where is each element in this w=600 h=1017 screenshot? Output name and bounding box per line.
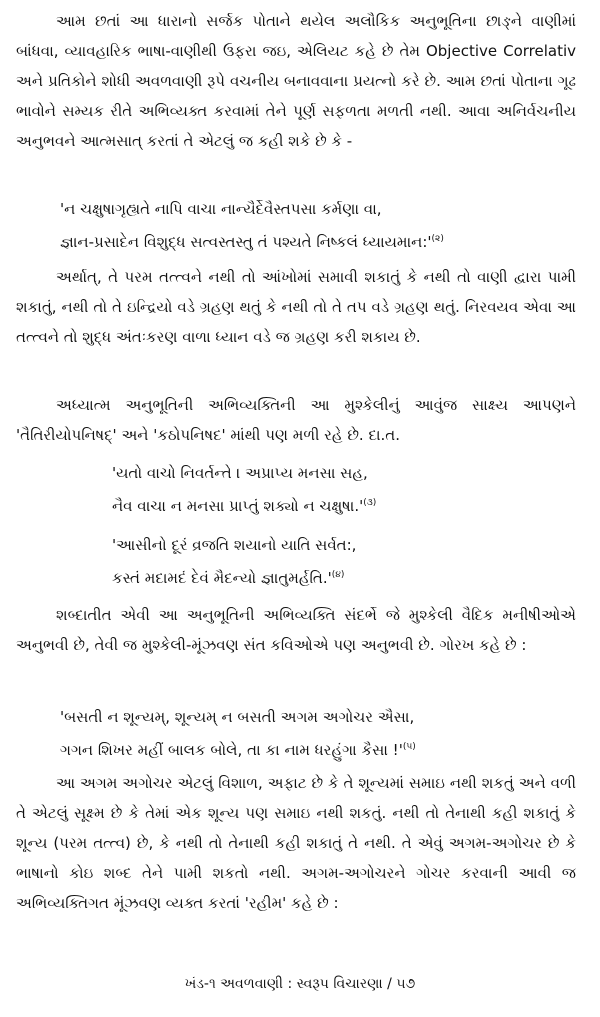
paragraph-5: આ અગમ અગોચર એટલું વિશાળ, અફાટ છે કે તે શૂન્યમાં સમાઇ નથી શકતું અને વળી તે એટલું સૂક્ષ્મ છે કે તેમાં એક શૂન્ય પણ સમાઇ નથી શકતું. નથી તો તેનાથી કહી શકાતું કે શૂન્ય (પરમ તત્ત્વ) છે, કે નથી તો તેનાથી કહી શકાતું તે નથી. તે એવું અગમ-અગોચર છે કે ભાષાનો કોઇ શબ્દ તેને પામી શકતો નથી. અગમ-અગોચરને ગોચર કરવાની આવી જ અભિવ્યક્તિગત મૂંઝવણ વ્યક્ત કરતાં 'રહીમ' કહે છે : [16, 774, 576, 912]
paragraph-4: શબ્દાતીત એવી આ અનુભૂતિની અભિવ્યક્તિ સંદર્ભે જે મુશ્કેલી વૈદિક મનીષીઓએ અનુભવી છે, તેવી જ મુશ્કેલી-મૂંઝવણ સંત કવિઓએ પણ અનુભવી છે. ગોરખ કહે છે : [16, 606, 576, 654]
quote-block-mundaka [16, 194, 444, 257]
quote-line: 'યતો વાચો નિવર્તન્તે । અપ્રાપ્ય મનસા સહ, [112, 464, 368, 482]
footnote-ref: (૩) [363, 498, 377, 508]
quote-text: જ્ઞાન-પ્રસાદેન વિશુદ્ધ સત્વસ્તસ્તુ તં પશ્યતે નિષ્કલં ધ્યાયમાન:' [60, 233, 432, 251]
quote-text: ગગન શિખર મહીં બાલક બોલે, તા કા નામ ધરહુંગા કૈસા !' [60, 741, 403, 759]
paragraph-1: આમ છતાં આ ધારાનો સર્જક પોતાને થયેલ અલૌકિક અનુભૂતિના છાઙ્ને વાણીમાં બાંધવા, વ્યાવહારિક ભાષા-વાણીથી ઉફરા જઇ, એલિયટ કહે છે તેમ Objective Correlativ અને પ્રતિકોને શોધી અવળવાણી રૂપે વચનીય બનાવવાના પ્રયત્નો કરે છે. આમ છતાં પોતાના ગૂઢ ભાવોને સમ્યક રીતે અભિવ્યક્ત કરવામાં તેને પૂર્ણ સફળતા મળતી નથી. આવા અનિર્વચનીય અનુભવને આત્મસાત્ કરતાં તે એટલું જ કહી શકે છે કે - [16, 12, 576, 150]
footnote-ref: (૨) [431, 234, 444, 244]
quote-text: નૈવ વાચા ન મનસા પ્રાપ્તું શક્યો ન ચક્ષુષા.' [112, 497, 364, 515]
quote-block-gorakh [16, 702, 416, 765]
quote-line [16, 224, 444, 257]
quote-text: કસ્તં મદામદં દેવં મૈદન્યો જ્ઞાતુમર્હતિ.' [112, 569, 332, 587]
quote-line [16, 488, 376, 521]
quote-block-katha [16, 530, 356, 593]
quote-line [16, 732, 416, 765]
paragraph-2: અર્થાત્, તે પરમ તત્ત્વને નથી તો આંખોમાં સમાવી શકાતું કે નથી તો વાણી દ્વારા પામી શકાતું, નથી તો તે ઇન્દ્રિયો વડે ગ્રહણ થતું કે નથી તો તે તપ વડે ગ્રહણ થતું. નિરવયવ એવા આ તત્ત્વને તો શુદ્ધ અંતઃકરણ વાળા ધ્યાન વડે જ ગ્રહણ કરી શકાય છે. [16, 268, 576, 346]
footnote-ref: (૪) [331, 570, 345, 580]
quote-line: 'આસીનો દૂરં વ્રજતિ શયાનો યાતિ સર્વત:, [112, 536, 357, 554]
page-footer: ખંડ-૧ અવળવાણી : સ્વરૂપ વિચારણા / ૫૭ [184, 976, 416, 992]
quote-line [16, 560, 356, 593]
quote-block-taittiriya [16, 458, 376, 521]
footnote-ref: (૫) [402, 742, 416, 752]
quote-line: 'બસતી ન શૂન્યમ્, શૂન્યમ્ ન બસતી અગમ અગોચર ઐસા, [60, 708, 415, 726]
paragraph-3: અધ્યાત્મ અનુભૂતિની અભિવ્યક્તિની આ મુશ્કેલીનું આવુંજ સાક્ષ્ય આપણને 'તૈતિરીયોપનિષદ્' અને 'કઠોપનિષદ' માંથી પણ મળી રહે છે. દા.ત. [16, 396, 576, 444]
quote-line: 'ન ચક્ષુષાગૃહ્યતે નાપિ વાચા નાન્યૈર્દેવૈસ્તપસા કર્મણા વા, [60, 200, 382, 218]
